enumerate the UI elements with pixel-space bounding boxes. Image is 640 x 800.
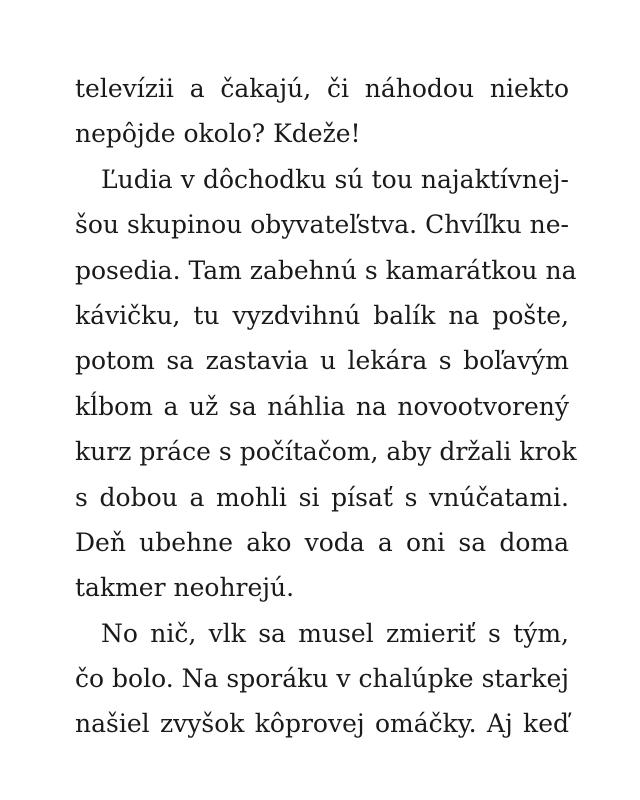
text-line: kĺbom a už sa náhlia na novootvorený	[75, 391, 569, 421]
text-line: Ľudia v dôchodku sú tou najaktívnej-	[101, 164, 569, 194]
text-line: potom sa zastavia u lekára s boľavým	[75, 346, 569, 376]
text-line: našiel zvyšok kôprovej omáčky. Aj keď	[75, 709, 569, 739]
text-line: šou skupinou obyvateľstva. Chvíľku ne-	[75, 210, 569, 240]
text-line: takmer neohrejú.	[75, 573, 295, 603]
text-line: posedia. Tam zabehnú s kamarátkou na	[75, 255, 577, 285]
text-line: televízii a čakajú, či náhodou niekto	[75, 74, 569, 103]
body-text	[75, 66, 577, 747]
text-line: kávičku, tu vyzdvihnú balík na pošte,	[75, 300, 569, 330]
text-line: čo bolo. Na sporáku v chalúpke starkej	[75, 664, 569, 694]
text-line: nepôjde okolo? Kdeže!	[75, 119, 361, 149]
text-line: s dobou a mohli si písať s vnúčatami.	[75, 482, 569, 512]
text-line: kurz práce s počítačom, aby držali krok	[75, 437, 577, 467]
text-line: Deň ubehne ako voda a oni sa doma	[75, 527, 569, 557]
text-line: No nič, vlk sa musel zmieriť s tým,	[101, 618, 569, 648]
